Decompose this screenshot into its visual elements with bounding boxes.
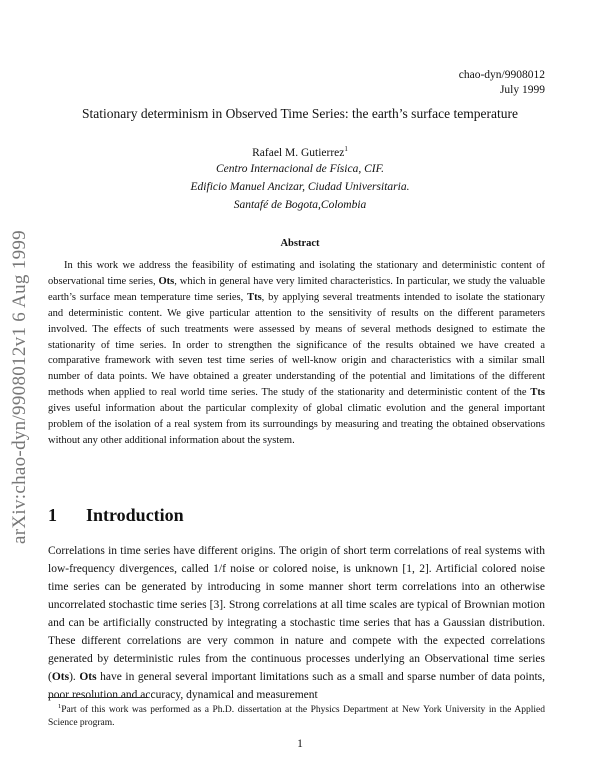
author [0, 145, 600, 159]
affiliation-line-2: Edificio Manuel Ancizar, Ciudad Universitaria. [190, 181, 410, 193]
intro-bold-ots: Ots [51, 671, 70, 683]
abstract-text-4: gives useful information about the particular complexity of global climatic evolution and the general important problem of the isolation of a real system from its surroundings by measuring and treating the obtained observations without any other additional information about the system. [48, 403, 545, 446]
paper-identifier: chao-dyn/9908012 [458, 69, 545, 81]
abstract-text-1: In this work we address the feasibility of estimating and isolating the stationary and deterministic content of observational time series, [48, 260, 545, 287]
arxiv-sidebar-stamp: arXiv:chao-dyn/9908012v1 6 Aug 1999 [9, 230, 30, 544]
affiliation-line-3: Santafé de Bogota,Colombia [233, 199, 367, 211]
section-title: Introduction [86, 505, 184, 525]
footnote-rule [48, 697, 148, 698]
abstract-text-2: , which in general have very limited characteristics. In particular, we study the valuable earth’s surface mean temperature time series, [48, 275, 545, 303]
intro-text-2: ). [69, 671, 80, 683]
abstract-body [48, 258, 545, 449]
footnote [48, 700, 545, 730]
section-number: 1 [48, 505, 57, 525]
paper-date: July 1999 [499, 84, 545, 96]
affiliation-line-1: Centro Internacional de Física, CIF. [215, 163, 384, 175]
abstract-bold-tts: Tts [247, 291, 262, 303]
paper-title: Stationary determinism in Observed Time Series: the earth’s surface temperature [81, 106, 518, 121]
author-footnote-mark: 1 [344, 145, 348, 153]
introduction-body [48, 542, 545, 704]
abstract-bold-tts-2: Tts [530, 387, 545, 399]
abstract-text-3: , by applying several treatments intended to isolate the stationary and deterministic content. We give particular attention to the sensitivity of results on the different parameters involved. The effects of such treatments were assessed by means of several methods designed to estimate the stationarity of time series. In order to strengthen the significance of the results obtained we have created a comparative framework with seven test time series of well-know origin and characteristics with a similar small number of data points. We have obtained a greater understanding of the potential and limitations of the different methods when applied to real world time series. The study of the stationarity and deterministic content of the [48, 291, 545, 399]
author-name: Rafael M. Gutierrez [252, 146, 345, 159]
page-number: 1 [297, 738, 303, 750]
abstract-bold-ots: Ots [158, 275, 175, 287]
footnote-text: Part of this work was performed as a Ph.D. dissertation at the Physics Department at New York University in the Applied Science program. [48, 705, 545, 729]
intro-text-1: Correlations in time series have different origins. The origin of short term correlations of real systems with low-frequency divergences, called 1/f noise or colored noise, is unknown [1, 2]. Artificial colored noise time series can be generated by introducing in some manner short term correlations into an otherwise uncorrelated stochastic time series [3]. Strong correlations at all time scales are typical of Brownian motion and can be artificially constructed by integrating a stochastic time series that has a Gaussian distribution. These different correlations are very common in nature and compete with the expected correlations generated by deterministic rules from the continuous processes underlying an Observational time series ( [48, 545, 545, 683]
header-meta [459, 68, 545, 98]
footnote-mark: 1 [58, 703, 62, 710]
intro-bold-ots-2: Ots [79, 671, 97, 683]
intro-text-3: have in general several important limitations such as a small and sparse number of data points, poor resolution and accuracy, dynamical and measurement [48, 671, 545, 701]
section-heading [48, 505, 184, 526]
abstract-heading: Abstract [280, 238, 320, 249]
